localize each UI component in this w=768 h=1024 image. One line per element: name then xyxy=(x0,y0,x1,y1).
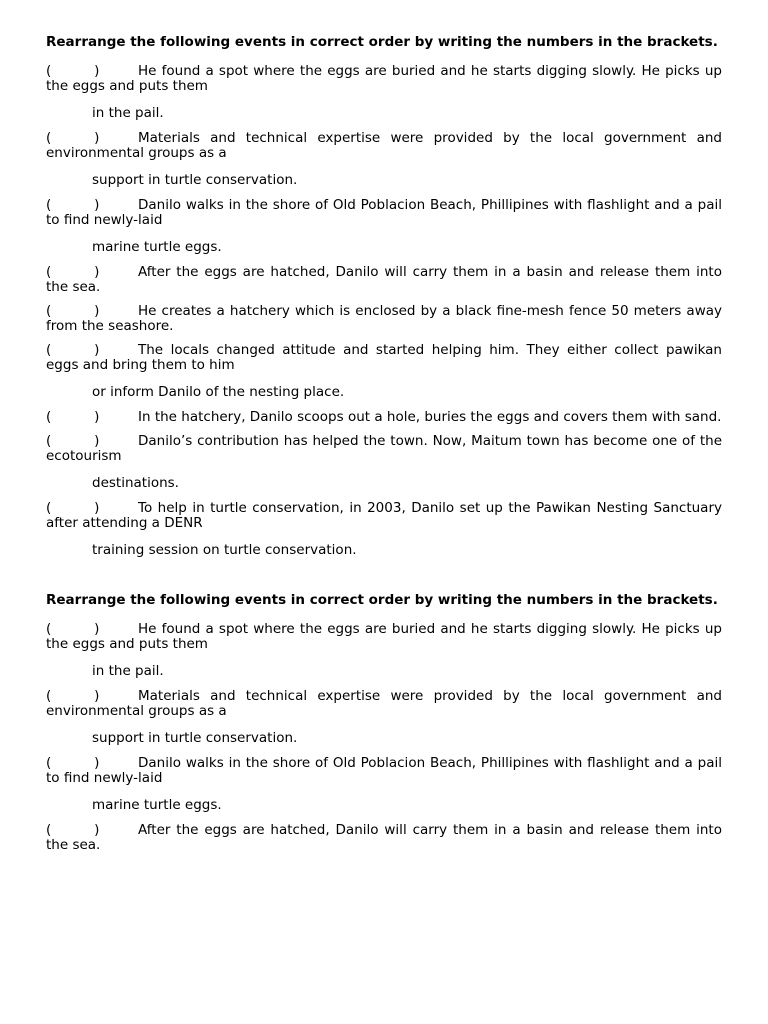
event-item-5 xyxy=(46,304,722,334)
event-text: Danilo’s contribution has helped the town. Now, Maitum town has become one of the ecotourism xyxy=(46,433,722,464)
event-item-4 xyxy=(46,823,722,853)
event-item-2 xyxy=(46,689,722,746)
event-continuation: marine turtle eggs. xyxy=(92,239,222,255)
answer-bracket[interactable]: ( ) xyxy=(46,63,100,79)
event-continuation: marine turtle eggs. xyxy=(92,797,222,813)
event-continuation: in the pail. xyxy=(92,663,164,679)
event-text: He found a spot where the eggs are buried and he starts digging slowly. He picks up the eggs and puts them xyxy=(46,63,722,94)
answer-bracket[interactable]: ( ) xyxy=(46,822,100,838)
event-text: After the eggs are hatched, Danilo will carry them in a basin and release them into the sea. xyxy=(46,264,722,295)
event-text: He creates a hatchery which is enclosed by a black fine-mesh fence 50 meters away from the seashore. xyxy=(46,303,722,334)
event-item-4 xyxy=(46,265,722,295)
event-item-3 xyxy=(46,198,722,255)
answer-bracket[interactable]: ( ) xyxy=(46,130,100,146)
event-text: To help in turtle conservation, in 2003, Danilo set up the Pawikan Nesting Sanctuary after attending a DENR xyxy=(46,500,722,531)
event-text: Danilo walks in the shore of Old Poblacion Beach, Phillipines with flashlight and a pail to find newly-laid xyxy=(46,755,722,786)
event-item-9 xyxy=(46,501,722,558)
answer-bracket[interactable]: ( ) xyxy=(46,197,100,213)
event-continuation: support in turtle conservation. xyxy=(92,172,298,188)
answer-bracket[interactable]: ( ) xyxy=(46,303,100,319)
worksheet-section-1 xyxy=(46,34,722,558)
event-text: The locals changed attitude and started helping him. They either collect pawikan eggs and bring them to him xyxy=(46,342,722,373)
event-text: After the eggs are hatched, Danilo will carry them in a basin and release them into the sea. xyxy=(46,822,722,853)
section-title: Rearrange the following events in correct order by writing the numbers in the brackets. xyxy=(46,592,718,608)
event-item-8 xyxy=(46,434,722,491)
answer-bracket[interactable]: ( ) xyxy=(46,264,100,280)
event-continuation: support in turtle conservation. xyxy=(92,730,298,746)
event-continuation: or inform Danilo of the nesting place. xyxy=(92,384,345,400)
event-text: He found a spot where the eggs are buried and he starts digging slowly. He picks up the eggs and puts them xyxy=(46,621,722,652)
worksheet-section-2 xyxy=(46,592,722,853)
section-title: Rearrange the following events in correct order by writing the numbers in the brackets. xyxy=(46,34,718,50)
answer-bracket[interactable]: ( ) xyxy=(46,500,100,516)
event-continuation: in the pail. xyxy=(92,105,164,121)
event-text: Materials and technical expertise were provided by the local government and environmental groups as a xyxy=(46,130,722,161)
event-item-7 xyxy=(46,410,722,425)
event-item-1 xyxy=(46,64,722,121)
event-continuation: destinations. xyxy=(92,475,179,491)
answer-bracket[interactable]: ( ) xyxy=(46,755,100,771)
answer-bracket[interactable]: ( ) xyxy=(46,688,100,704)
answer-bracket[interactable]: ( ) xyxy=(46,621,100,637)
event-text: Danilo walks in the shore of Old Poblacion Beach, Phillipines with flashlight and a pail to find newly-laid xyxy=(46,197,722,228)
event-text: In the hatchery, Danilo scoops out a hole, buries the eggs and covers them with sand. xyxy=(138,409,722,425)
answer-bracket[interactable]: ( ) xyxy=(46,342,100,358)
answer-bracket[interactable]: ( ) xyxy=(46,409,100,425)
event-item-2 xyxy=(46,131,722,188)
event-item-1 xyxy=(46,622,722,679)
answer-bracket[interactable]: ( ) xyxy=(46,433,100,449)
event-item-6 xyxy=(46,343,722,400)
event-continuation: training session on turtle conservation. xyxy=(92,542,357,558)
event-item-3 xyxy=(46,756,722,813)
event-text: Materials and technical expertise were provided by the local government and environmental groups as a xyxy=(46,688,722,719)
